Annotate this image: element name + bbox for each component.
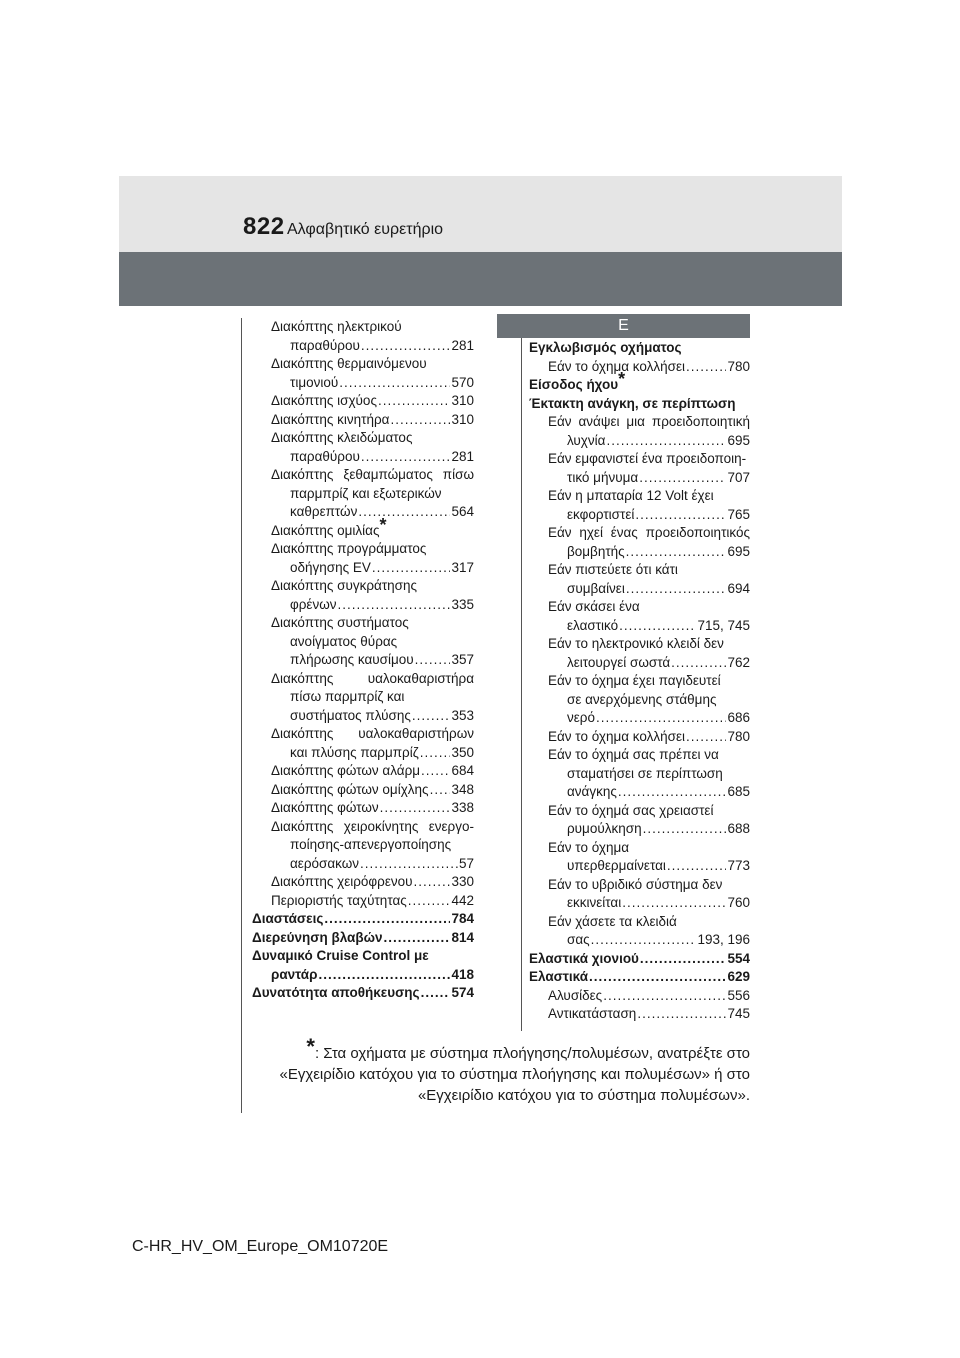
entry-text: φρένων [290, 596, 337, 612]
entry-text: Αντικατάσταση [548, 1006, 637, 1021]
index-column-left [252, 318, 474, 1003]
entry-text: συμβαίνει [567, 580, 625, 596]
entry-word: προειδοποιητικός [645, 525, 750, 540]
entry-page-number: 310 [451, 393, 474, 408]
entry-word: υαλοκαθαριστήρων [358, 726, 474, 741]
index-entry [252, 762, 474, 781]
entry-text: Δυναμικό Cruise Control με [252, 948, 429, 963]
entry-word: Διακόπτης [271, 467, 334, 482]
entry-text: Διακόπτης ισχύος [271, 393, 377, 408]
entry-word: μια [626, 414, 645, 429]
entry-text: παρμπρίζ και εξωτερικών [290, 485, 442, 501]
index-entry [529, 469, 750, 488]
index-entry [529, 358, 750, 377]
entry-text: Εάν το όχημα έχει παγιδευτεί [548, 673, 721, 688]
header-band-dark [119, 252, 842, 306]
entry-word: Διακόπτης [271, 726, 334, 741]
dot-leader [626, 543, 727, 562]
entry-page-number: 418 [451, 966, 474, 982]
entry-page-number: 281 [451, 448, 474, 464]
entry-text: Εάν το όχημά σας χρειαστεί [548, 802, 714, 818]
entry-text: τικό μήνυμα [567, 469, 639, 485]
entry-text: συστήματος πλύσης [290, 707, 411, 723]
index-entry [529, 580, 750, 599]
index-entry [252, 466, 474, 485]
entry-text: πίσω παρμπρίζ και [290, 689, 405, 704]
index-entry [252, 503, 474, 522]
index-entry [529, 691, 750, 710]
entry-page-number: 281 [451, 337, 474, 353]
dot-leader [639, 469, 726, 488]
footnote-symbol: * [306, 1034, 315, 1059]
index-entry [529, 931, 750, 950]
entry-text: Εάν το υβριδικό σύστημα δεν [548, 876, 723, 892]
index-entry [252, 318, 474, 337]
dot-leader [339, 374, 450, 393]
entry-page-number: 310 [451, 411, 474, 427]
entry-text: Διακόπτης ομιλίας [271, 522, 380, 538]
index-entry [529, 506, 750, 525]
entry-page-number: 694 [727, 580, 750, 596]
dot-leader [318, 966, 450, 985]
index-entry [252, 910, 474, 929]
entry-page-number: 442 [451, 892, 474, 908]
entry-page-number: 57 [458, 855, 474, 871]
index-entry [252, 651, 474, 670]
entry-text: Εάν η μπαταρία 12 Volt έχει [548, 488, 714, 503]
entry-text: Εάν το όχημά σας πρέπει να [548, 747, 719, 762]
entry-page-number: 686 [727, 710, 750, 725]
footnote-marker: * [379, 514, 387, 535]
dot-leader [338, 596, 451, 615]
entry-text: βομβητής [567, 543, 625, 559]
index-entry [252, 947, 474, 966]
entry-text: Έκτακτη ανάγκη, σε περίπτωση [529, 395, 736, 411]
dot-leader [686, 728, 726, 747]
dot-leader [667, 857, 727, 876]
entry-page-number: 353 [451, 707, 474, 723]
index-entry [529, 413, 750, 432]
entry-word: χειροκίνητης [343, 818, 419, 834]
footnote [262, 1034, 750, 1106]
index-entry [529, 654, 750, 673]
index-entry [252, 707, 474, 726]
dot-leader [384, 929, 451, 948]
entry-text: εκκινείται [567, 895, 622, 910]
dot-leader [360, 855, 458, 874]
dot-leader [603, 987, 726, 1006]
entry-page-number: 715, 745 [697, 617, 750, 633]
entry-text: πλήρωσης καυσίμου [290, 652, 414, 667]
entry-text: λυχνία [567, 432, 606, 448]
entry-text: νερό [567, 710, 595, 725]
dot-leader [358, 503, 450, 522]
entry-text: Εάν σκάσει ένα [548, 599, 640, 614]
index-entry [529, 524, 750, 543]
index-entry [529, 765, 750, 784]
entry-page-number: 784 [451, 911, 474, 926]
entry-page-number: 760 [727, 895, 750, 910]
dot-leader [390, 411, 450, 430]
entry-word: Εάν [548, 414, 572, 429]
footnote-text: : Στα οχήματα με σύστημα πλοήγησης/πολυμέσων, ανατρέξτε στο «Εγχειρίδιο κατόχου για το σύστημα πλοήγησης και πολυμέσων» ή στο «Εγχειρίδιο κατόχου για το σύστημα πολυμέσων». [279, 1045, 750, 1104]
entry-page-number: 193, 196 [697, 932, 750, 947]
entry-text: Διακόπτης ηλεκτρικού [271, 319, 402, 334]
index-entry [252, 744, 474, 763]
entry-word: ένας [610, 525, 638, 540]
dot-leader [380, 799, 451, 818]
index-entry [252, 855, 474, 874]
entry-page-number: 556 [727, 987, 750, 1003]
entry-text: Δυνατότητα αποθήκευσης [252, 985, 420, 1000]
index-entry [252, 892, 474, 911]
entry-page-number: 335 [451, 596, 474, 612]
index-entry [252, 966, 474, 985]
entry-text: αερόσακων [290, 855, 360, 871]
dot-leader [430, 781, 451, 800]
entry-word: Διακόπτης [271, 670, 334, 686]
entry-text: Εάν το όχημα [548, 839, 630, 855]
entry-text: Διακόπτης θερμαινόμενου [271, 356, 427, 371]
index-entry [252, 873, 474, 892]
entry-page-number: 350 [451, 744, 474, 760]
entry-page-number: 629 [727, 969, 750, 984]
entry-text: λειτουργεί σωστά [567, 654, 671, 670]
index-entry [252, 514, 474, 541]
entry-text: Είσοδος ήχου [529, 377, 619, 392]
entry-page-number: 773 [727, 858, 750, 873]
index-entry [252, 818, 474, 837]
dot-leader [622, 894, 726, 913]
index-entry [252, 577, 474, 596]
dot-leader [686, 358, 726, 377]
entry-page-number: 695 [727, 432, 750, 448]
entry-text: ανάγκης [567, 784, 617, 799]
index-entry [529, 487, 750, 506]
entry-text: Περιοριστής ταχύτητας [271, 892, 407, 908]
entry-text: παραθύρου [290, 337, 360, 353]
entry-text: ρυμούλκηση [567, 821, 642, 836]
entry-text: Διακόπτης κινητήρα [271, 411, 390, 427]
entry-text: οδήγησης EV [290, 559, 371, 575]
index-entry [529, 839, 750, 858]
index-entry [529, 1005, 750, 1024]
entry-page-number: 570 [451, 374, 474, 390]
index-entry [252, 633, 474, 652]
dot-leader [637, 1005, 726, 1024]
index-entry [529, 635, 750, 654]
entry-page-number: 765 [727, 506, 750, 522]
index-entry [529, 913, 750, 932]
index-entry [252, 670, 474, 689]
index-entry [252, 929, 474, 948]
index-entry [529, 894, 750, 913]
entry-text: σε ανερχόμενης στάθμης [567, 691, 717, 707]
dot-leader [324, 910, 450, 929]
entry-word: υαλοκαθαριστήρα [367, 670, 474, 686]
index-entry [252, 559, 474, 578]
index-entry [529, 709, 750, 728]
index-entry [252, 337, 474, 356]
index-entry [529, 728, 750, 747]
dot-leader [420, 744, 451, 763]
entry-text: και πλύσης παρμπρίζ [290, 744, 419, 760]
entry-text: τιμονιού [290, 374, 339, 390]
dot-leader [372, 559, 451, 578]
entry-text: Αλυσίδες [548, 987, 603, 1003]
entry-page-number: 780 [727, 728, 750, 744]
dot-leader [414, 873, 451, 892]
entry-page-number: 707 [727, 469, 750, 485]
index-entry [529, 987, 750, 1006]
dot-leader [640, 950, 727, 969]
entry-page-number: 745 [727, 1006, 750, 1021]
entry-text: υπερθερμαίνεται [567, 858, 666, 873]
entry-word: ηχεί [579, 525, 603, 540]
index-entry [529, 543, 750, 562]
index-entry [252, 688, 474, 707]
index-entry [252, 355, 474, 374]
entry-page-number: 762 [727, 654, 750, 670]
dot-leader [626, 580, 727, 599]
entry-text: Διακόπτης φώτων [271, 800, 379, 815]
index-entry [252, 836, 474, 855]
dot-leader [361, 337, 451, 356]
entry-text: Εάν το όχημα κολλήσει [548, 728, 685, 744]
entry-text: Εάν εμφανιστεί ένα προειδοποιη- [548, 451, 747, 466]
entry-text: Διερεύνηση βλαβών [252, 929, 383, 945]
entry-page-number: 814 [451, 929, 474, 945]
entry-page-number: 564 [451, 504, 474, 519]
index-entry [252, 596, 474, 615]
entry-page-number: 338 [451, 800, 474, 815]
entry-text: Διακόπτης χειρόφρενου [271, 874, 413, 889]
dot-leader [412, 707, 451, 726]
index-entry [252, 540, 474, 559]
index-entry [252, 448, 474, 467]
dot-leader [378, 392, 451, 411]
index-entry [252, 374, 474, 393]
entry-page-number: 695 [727, 543, 750, 559]
section-letter-heading: Ε [497, 314, 750, 338]
dot-leader [408, 892, 451, 911]
index-entry [252, 781, 474, 800]
index-entry [529, 450, 750, 469]
index-entry [529, 783, 750, 802]
column-divider-middle [521, 338, 522, 1031]
dot-leader [671, 654, 726, 673]
entry-text: σας [567, 932, 590, 947]
entry-word: Εάν [548, 525, 572, 540]
entry-text: ελαστικό [567, 617, 619, 633]
entry-text: Εγκλωβισμός οχήματος [529, 340, 682, 355]
entry-word: ενεργο- [428, 818, 474, 834]
entry-text: ραντάρ [271, 966, 318, 982]
dot-leader [606, 432, 726, 451]
index-entry [529, 617, 750, 636]
index-entry [529, 802, 750, 821]
entry-text: εκφορτιστεί [567, 506, 635, 522]
entry-text: Εάν το όχημα κολλήσει [548, 358, 685, 374]
entry-text: Εάν πιστεύετε ότι κάτι [548, 562, 678, 577]
page-title: Αλφαβητικό ευρετήριο [287, 221, 444, 238]
entry-text: Διακόπτης συστήματος [271, 615, 409, 630]
entry-word: Διακόπτης [271, 818, 334, 834]
entry-text: Ελαστικά [529, 969, 589, 984]
entry-text: καθρεπτών [290, 504, 358, 519]
index-entry [529, 369, 750, 395]
footnote-marker: * [618, 369, 626, 389]
column-divider-left [241, 318, 242, 1113]
index-entry [529, 876, 750, 895]
index-entry [529, 857, 750, 876]
entry-page-number: 317 [451, 559, 474, 575]
entry-word: ξεθαμπώματος [343, 467, 433, 482]
entry-text: Εάν το ηλεκτρονικό κλειδί δεν [548, 636, 724, 651]
index-entry [252, 799, 474, 818]
dot-leader [589, 968, 726, 987]
entry-page-number: 685 [727, 784, 750, 799]
index-entry [529, 968, 750, 987]
dot-leader [618, 783, 727, 802]
dot-leader [591, 931, 697, 950]
index-entry [529, 598, 750, 617]
header-band-light [119, 176, 842, 252]
index-entry [529, 561, 750, 580]
dot-leader [361, 448, 451, 467]
index-entry [252, 485, 474, 504]
index-entry [252, 392, 474, 411]
entry-page-number: 348 [451, 781, 474, 797]
entry-page-number: 688 [727, 821, 750, 836]
index-entry [252, 411, 474, 430]
entry-page-number: 554 [727, 950, 750, 966]
index-entry [252, 614, 474, 633]
entry-page-number: 684 [451, 763, 474, 778]
index-column-right [529, 339, 750, 1024]
index-entry [529, 432, 750, 451]
index-entry [252, 429, 474, 448]
document-code: C-HR_HV_OM_Europe_OM10720E [131, 1238, 389, 1255]
entry-text: Διακόπτης συγκράτησης [271, 578, 418, 593]
entry-text: ποίησης-απενεργοποίησης [290, 837, 452, 852]
entry-text: Διακόπτης κλειδώματος [271, 430, 413, 445]
index-entry [529, 339, 750, 358]
dot-leader [619, 617, 696, 636]
dot-leader [421, 984, 451, 1003]
index-entry [529, 395, 750, 414]
index-entry [529, 950, 750, 969]
entry-page-number: 780 [727, 358, 750, 374]
dot-leader [643, 820, 727, 839]
entry-text: σταματήσει σε περίπτωση [567, 765, 723, 781]
dot-leader [421, 762, 450, 781]
dot-leader [635, 506, 726, 525]
entry-text: Διακόπτης φώτων ομίχλης [271, 781, 429, 797]
dot-leader [415, 651, 451, 670]
entry-text: Ελαστικά χιονιού [529, 950, 639, 966]
index-entry [529, 746, 750, 765]
entry-page-number: 574 [451, 985, 474, 1000]
entry-text: Διαστάσεις [252, 911, 324, 926]
entry-page-number: 330 [451, 874, 474, 889]
entry-word: ανάψει [578, 414, 620, 429]
index-entry [252, 984, 474, 1003]
page-number: 822 [243, 213, 285, 240]
entry-page-number: 357 [451, 652, 474, 667]
entry-text: Διακόπτης προγράμματος [271, 541, 427, 556]
index-entry [529, 820, 750, 839]
entry-text: ανοίγματος θύρας [290, 633, 398, 649]
entry-text: παραθύρου [290, 448, 360, 464]
index-entry [252, 725, 474, 744]
dot-leader [596, 709, 727, 728]
entry-text: Διακόπτης φώτων αλάρμ [271, 763, 421, 778]
entry-text: Εάν χάσετε τα κλειδιά [548, 913, 677, 929]
entry-word: προειδοποιητική [651, 414, 750, 429]
entry-word: πίσω [442, 467, 474, 482]
index-entry [529, 672, 750, 691]
